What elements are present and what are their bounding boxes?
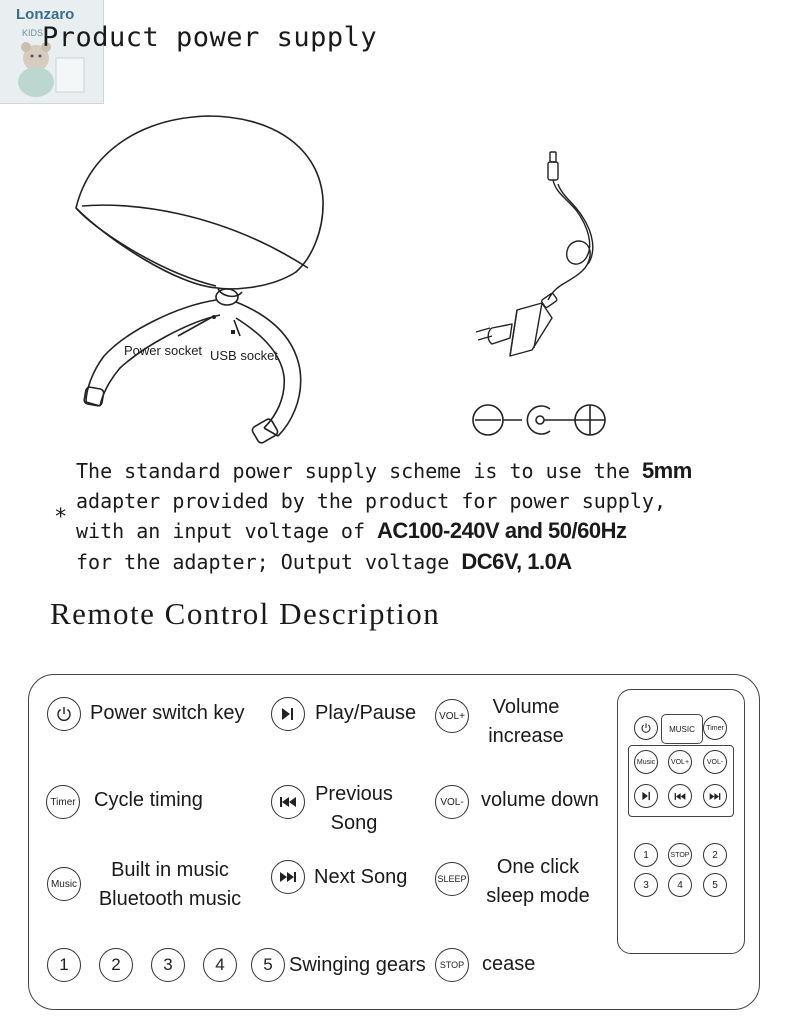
timer-key-icon: Timer [46, 785, 80, 819]
remote-key-3: 3 [634, 873, 658, 897]
polarity-symbol-icon [470, 400, 610, 440]
remote-next-icon [703, 784, 727, 808]
brand-name: Lonzaro [16, 6, 75, 23]
power-key-label: Power switch key [90, 702, 245, 724]
previous-label [306, 780, 402, 838]
gear-2-key-icon: 2 [99, 948, 133, 982]
vol-up-label-line2: increase [488, 725, 564, 747]
stop-label: cease [482, 953, 536, 975]
next-key-icon [271, 860, 305, 894]
music-key-icon: Music [47, 867, 81, 901]
previous-key-icon [271, 785, 305, 819]
sleep-label-line2: sleep mode [486, 885, 590, 907]
remote-key-4: 4 [668, 873, 692, 897]
music-label-line2: Bluetooth music [98, 888, 242, 910]
play-pause-icon [280, 707, 296, 721]
play-pause-label: Play/Pause [315, 702, 417, 724]
remote-timer-key: Timer [703, 716, 727, 740]
remote-power-icon [634, 716, 658, 740]
remote-music-small-key: Music [634, 750, 658, 774]
gear-4-key-icon: 4 [203, 948, 237, 982]
remote-vol-up-key: VOL+ [668, 750, 692, 774]
remote-key-1: 1 [634, 843, 658, 867]
play-pause-key-icon [271, 697, 305, 731]
remote-key-5: 5 [703, 873, 727, 897]
next-icon [279, 871, 297, 883]
gear-3-key-icon: 3 [151, 948, 185, 982]
power-socket-label: Power socket [124, 343, 203, 358]
remote-music-key: MUSIC [661, 714, 703, 744]
previous-icon [279, 796, 297, 808]
gear-1-key-icon: 1 [47, 948, 81, 982]
remote-section-title: Remote Control Description [50, 596, 441, 631]
power-supply-title: Product power supply [42, 22, 378, 53]
note-line4: for the adapter; Output voltage [76, 549, 450, 574]
note-output-voltage: DC6V, 1.0A [461, 548, 572, 574]
vol-down-label: volume down [481, 789, 599, 811]
remote-stop-key: STOP [668, 843, 692, 867]
note-line1: The standard power supply scheme is to use the [76, 459, 630, 483]
remote-key-2: 2 [703, 843, 727, 867]
sleep-key-icon: SLEEP [435, 862, 469, 896]
music-label [90, 856, 250, 914]
power-key-icon [47, 697, 81, 731]
power-supply-note [76, 456, 692, 577]
note-line3: with an input voltage of [76, 519, 365, 543]
vol-up-label [470, 693, 582, 751]
remote-previous-icon [668, 784, 692, 808]
stop-key-icon: STOP [435, 948, 469, 982]
brand-sub: KIDS [22, 28, 44, 38]
sleep-label [478, 853, 598, 911]
gear-5-key-icon: 5 [251, 948, 285, 982]
music-label-line1: Built in music [111, 859, 229, 881]
lamp-illustration [68, 110, 338, 455]
power-adapter-icon [462, 148, 622, 373]
note-line2: adapter provided by the product for power supply, [76, 488, 667, 513]
sleep-label-line1: One click [496, 856, 580, 878]
remote-play-pause-icon [634, 784, 658, 808]
gears-label: Swinging gears [289, 954, 426, 976]
note-plug-size: 5mm [641, 458, 692, 483]
previous-label-line1: Previous [315, 783, 393, 805]
vol-down-key-icon: VOL- [435, 785, 469, 819]
timer-label: Cycle timing [94, 789, 203, 811]
note-marker: * [54, 505, 68, 530]
remote-vol-down-key: VOL- [703, 750, 727, 774]
note-input-voltage: AC100-240V and 50/60Hz [377, 518, 627, 543]
power-icon [55, 705, 73, 723]
vol-up-label-line1: Volume [492, 696, 560, 718]
usb-socket-label: USB socket [210, 348, 278, 363]
vol-up-key-icon: VOL+ [435, 699, 469, 733]
previous-label-line2: Song [330, 812, 378, 834]
next-label: Next Song [314, 866, 408, 888]
